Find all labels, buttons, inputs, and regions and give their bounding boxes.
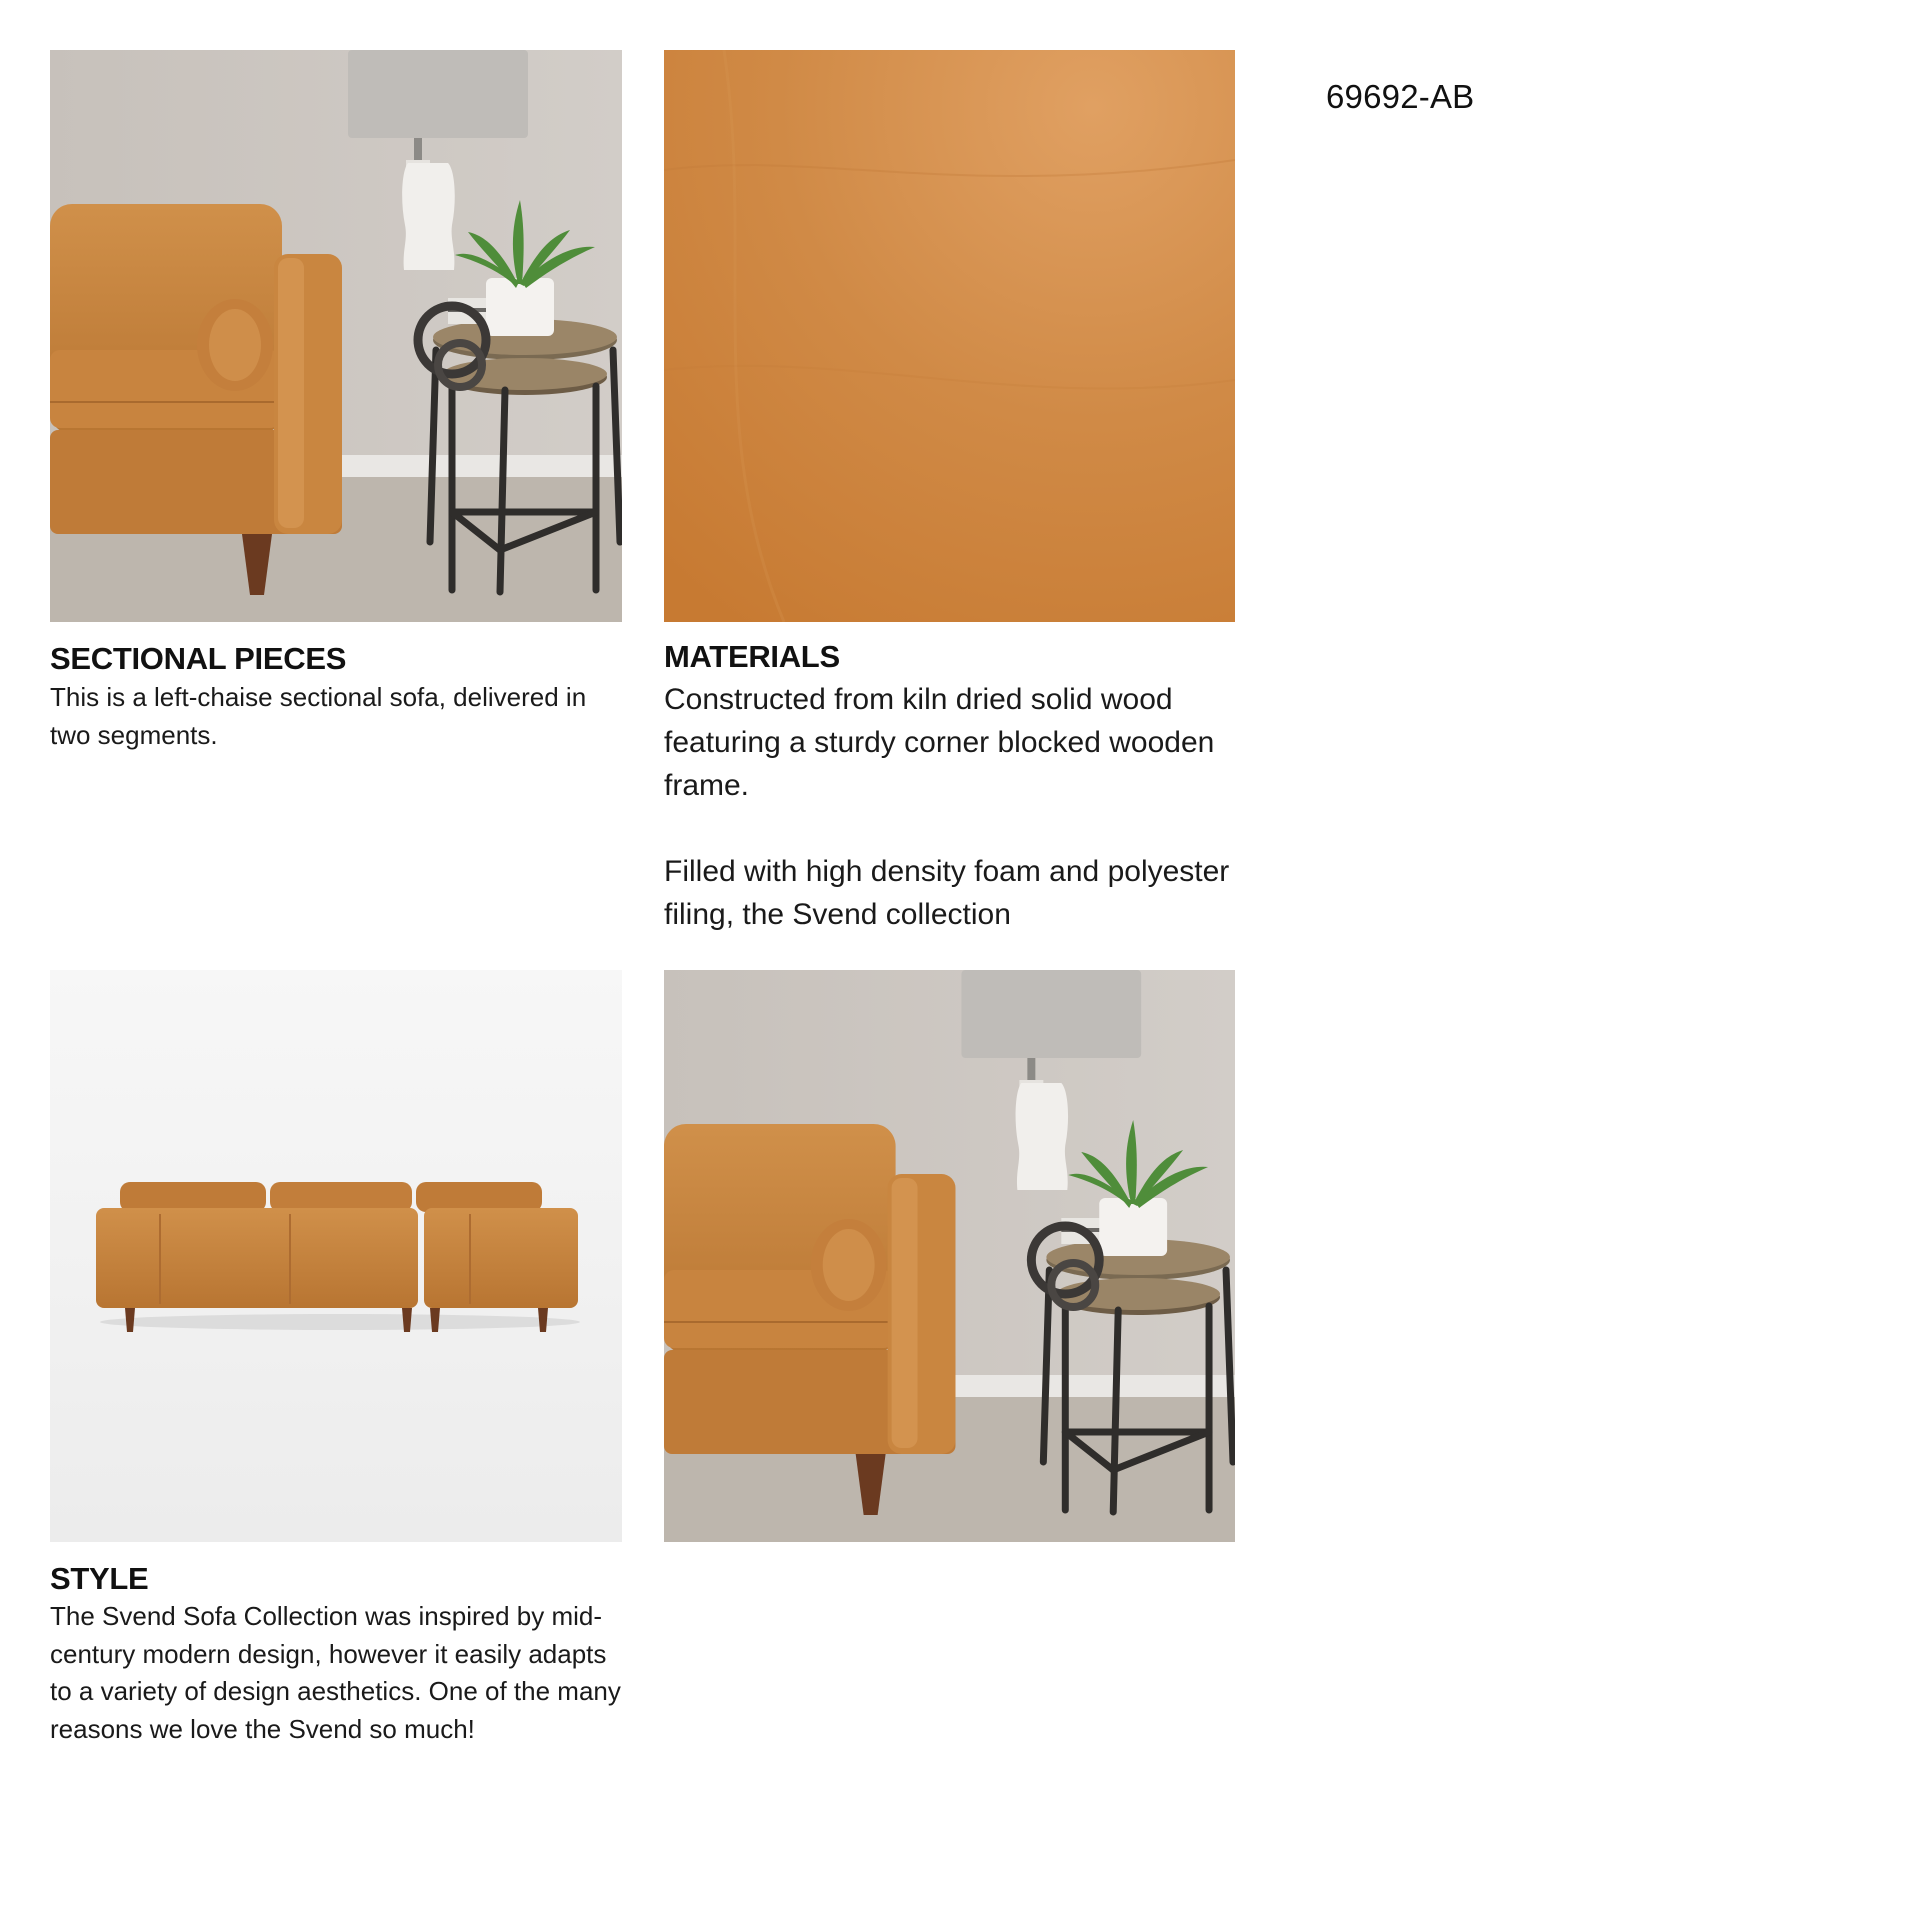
lifestyle-photo — [50, 50, 622, 622]
sectional-pieces-heading: SECTIONAL PIECES — [50, 641, 347, 676]
materials-description — [664, 678, 1254, 931]
product-sku: 69692-AB — [1326, 78, 1475, 115]
lifestyle-photo-2 — [664, 970, 1235, 1542]
leather-swatch-photo — [664, 50, 1235, 622]
materials-paragraph: Constructed from kiln dried solid wood featuring a sturdy corner blocked wooden frame. — [664, 683, 1215, 802]
materials-heading: MATERIALS — [664, 639, 840, 674]
style-heading: STYLE — [50, 1561, 149, 1596]
sectional-pieces-description: This is a left-chaise sectional sofa, delivered in two segments. — [50, 682, 587, 750]
materials-paragraph: Filled with high density foam and polyester filing, the Svend collection — [664, 855, 1230, 931]
sofa-back-photo — [50, 970, 622, 1542]
style-description: The Svend Sofa Collection was inspired by mid-century modern design, however it easily adapts to a variety of design aesthetics. One of the many reasons we love the Svend so much! — [50, 1601, 621, 1744]
